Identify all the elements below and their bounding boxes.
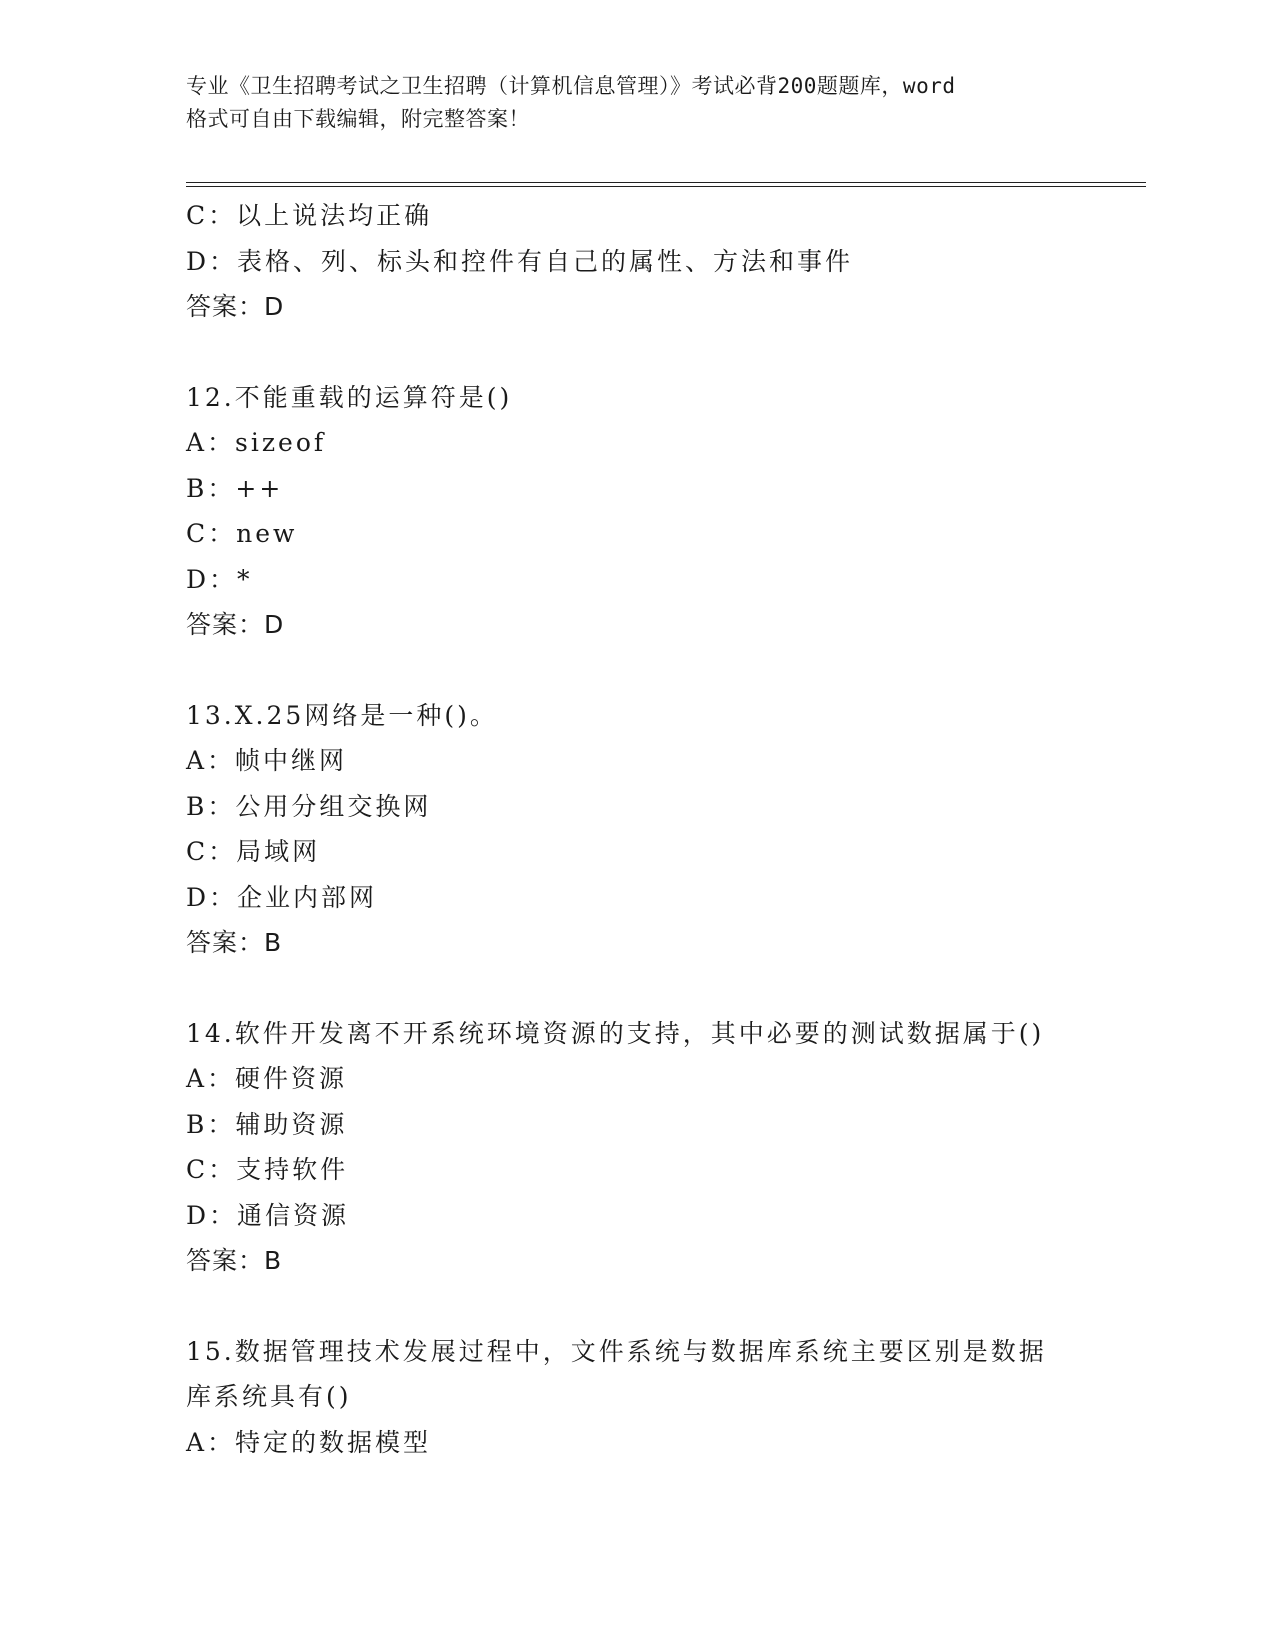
question-title-line-2: 库系统具有() xyxy=(186,1382,352,1411)
option-b: B：辅助资源 xyxy=(186,1109,348,1139)
option-c: C：new xyxy=(186,519,298,548)
option-a: A：sizeof xyxy=(186,428,327,457)
document-page xyxy=(186,70,1146,1465)
question-12 xyxy=(186,375,1146,648)
option-d: D：企业内部网 xyxy=(186,882,378,912)
question-14 xyxy=(186,1011,1146,1284)
question-title: 12.不能重载的运算符是() xyxy=(186,382,513,412)
answer: 答案：B xyxy=(186,1246,283,1275)
question-title: 13.X.25网络是一种()。 xyxy=(186,700,498,730)
option-b: B：++ xyxy=(186,473,284,503)
option-c: C：以上说法均正确 xyxy=(186,201,433,230)
header-line-1: 专业《卫生招聘考试之卫生招聘（计算机信息管理）》考试必背200题题库，word xyxy=(186,74,956,98)
option-a: A：特定的数据模型 xyxy=(186,1427,432,1457)
header-line-2: 格式可自由下载编辑，附完整答案！ xyxy=(186,107,530,131)
question-15 xyxy=(186,1329,1146,1466)
answer: 答案：D xyxy=(186,292,285,321)
answer: 答案：D xyxy=(186,610,285,639)
question-11-tail xyxy=(186,193,1146,330)
option-d: D：通信资源 xyxy=(186,1200,350,1230)
option-c: C：支持软件 xyxy=(186,1155,349,1184)
option-d: D：表格、列、标头和控件有自己的属性、方法和事件 xyxy=(186,246,854,276)
header-divider xyxy=(186,182,1146,187)
question-title: 14.软件开发离不开系统环境资源的支持，其中必要的测试数据属于() xyxy=(186,1018,1045,1048)
option-a: A：帧中继网 xyxy=(186,746,348,775)
option-b: B：公用分组交换网 xyxy=(186,791,432,821)
option-d: D：* xyxy=(186,564,253,594)
option-a: A：硬件资源 xyxy=(186,1064,348,1093)
question-title-line-1: 15.数据管理技术发展过程中，文件系统与数据库系统主要区别是数据 xyxy=(186,1336,1047,1366)
answer: 答案：B xyxy=(186,928,283,957)
document-header xyxy=(186,70,1146,136)
question-13 xyxy=(186,693,1146,966)
option-c: C：局域网 xyxy=(186,837,321,866)
